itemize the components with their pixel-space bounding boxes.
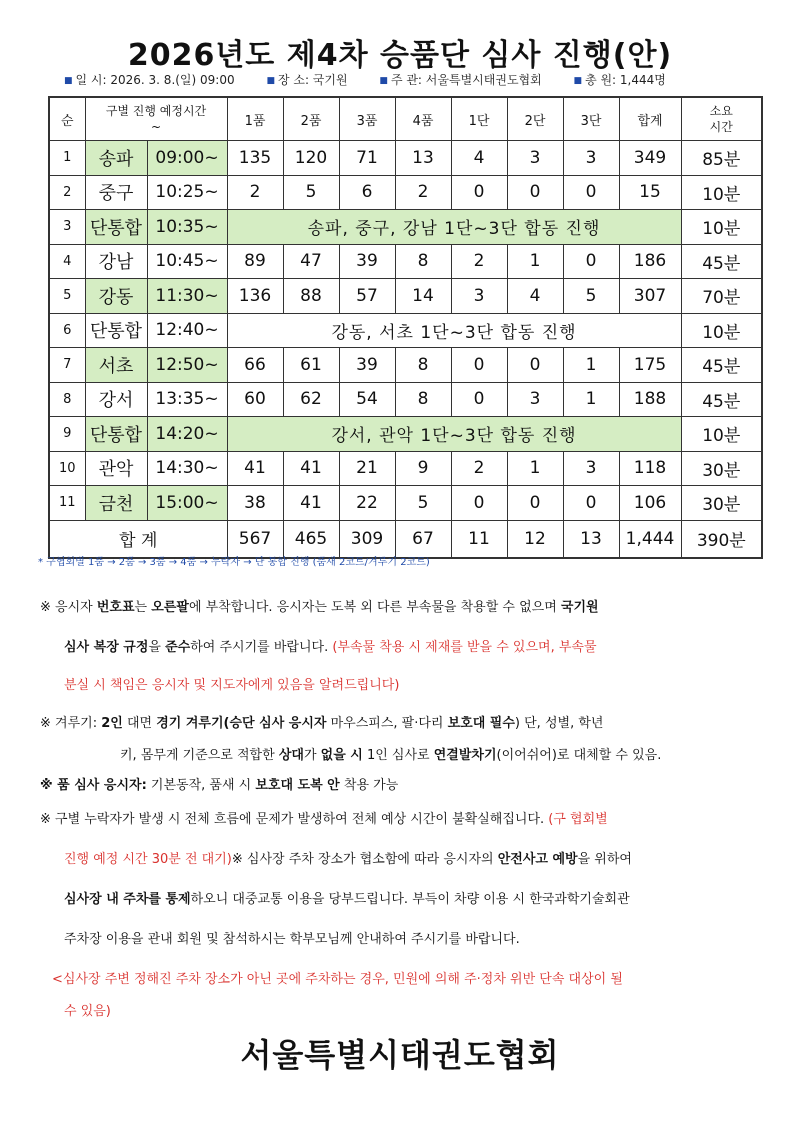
row-start-time: 13:35~ [147, 382, 227, 417]
row-d2: 3 [507, 382, 563, 417]
note-5-line-1: <심사장 주변 정해진 주차 장소가 아닌 곳에 주차하는 경우, 민원에 의해 주·정차 위반 단속 대상이 될 [52, 972, 623, 987]
row-sum: 349 [619, 141, 681, 176]
row-duration: 10분 [681, 175, 762, 210]
row-d3: 0 [563, 244, 619, 279]
row-p1: 2 [227, 175, 283, 210]
organization-footer: 서울특별시태권도협회 [240, 1036, 560, 1074]
row-d2: 4 [507, 279, 563, 314]
row-duration: 45분 [681, 348, 762, 383]
header-time-line2: 시간 [709, 120, 733, 134]
event-info [64, 71, 694, 88]
row-d3: 1 [563, 348, 619, 383]
total-p2: 465 [283, 520, 339, 558]
row-sum: 118 [619, 451, 681, 486]
row-duration: 70분 [681, 279, 762, 314]
row-d2: 0 [507, 175, 563, 210]
table-footnote: * 구협회별 1품 → 2품 → 3품 → 4품 → 누락자 → 단 통합 진행 (품새 2코트/겨루기 2코트) [38, 557, 430, 568]
row-start-time: 12:50~ [147, 348, 227, 383]
row-merged-note: 강동, 서초 1단~3단 합동 진행 [227, 313, 681, 348]
row-duration: 45분 [681, 382, 762, 417]
row-p2: 61 [283, 348, 339, 383]
row-p2: 41 [283, 451, 339, 486]
row-area: 강서 [85, 382, 147, 417]
row-start-time: 15:00~ [147, 486, 227, 521]
row-start-time: 10:35~ [147, 210, 227, 245]
row-duration: 85분 [681, 141, 762, 176]
total-d3: 13 [563, 520, 619, 558]
row-start-time: 09:00~ [147, 141, 227, 176]
row-area: 단통합 [85, 417, 147, 452]
row-number: 8 [49, 382, 85, 417]
row-d1: 3 [451, 279, 507, 314]
row-area: 금천 [85, 486, 147, 521]
row-p2: 41 [283, 486, 339, 521]
note-1-line-2: 심사 복장 규정을 준수하여 주시기를 바랍니다. (부속물 착용 시 제재를 받을 수 있으며, 부속물 [64, 640, 597, 655]
table-row [49, 279, 762, 314]
row-p3: 54 [339, 382, 395, 417]
row-p3: 39 [339, 244, 395, 279]
row-duration: 30분 [681, 486, 762, 521]
info-date: ■ 일 시: 2026. 3. 8.(일) 09:00 [64, 73, 235, 87]
row-p4: 8 [395, 244, 451, 279]
row-p4: 8 [395, 348, 451, 383]
row-number: 6 [49, 313, 85, 348]
row-merged-note: 송파, 중구, 강남 1단~3단 합동 진행 [227, 210, 681, 245]
header-group-line2: ~ [150, 120, 162, 134]
row-d1: 2 [451, 451, 507, 486]
header-d2: 2단 [507, 97, 563, 141]
row-number: 11 [49, 486, 85, 521]
row-d3: 0 [563, 486, 619, 521]
row-p3: 21 [339, 451, 395, 486]
row-sum: 186 [619, 244, 681, 279]
table-row [49, 417, 762, 452]
header-group-line1: 구별 진행 예정시간 [105, 104, 207, 118]
row-p1: 60 [227, 382, 283, 417]
table-total-row [49, 520, 762, 558]
note-3: ※ 품 심사 응시자: 기본동작, 품새 시 보호대 도복 안 착용 가능 [40, 778, 399, 793]
row-p1: 89 [227, 244, 283, 279]
row-number: 2 [49, 175, 85, 210]
row-d1: 2 [451, 244, 507, 279]
table-row [49, 348, 762, 383]
row-area: 강남 [85, 244, 147, 279]
row-number: 3 [49, 210, 85, 245]
row-area: 송파 [85, 141, 147, 176]
row-merged-note: 강서, 관악 1단~3단 합동 진행 [227, 417, 681, 452]
table-row [49, 313, 762, 348]
row-p2: 5 [283, 175, 339, 210]
row-number: 7 [49, 348, 85, 383]
note-1-line-1: ※ 응시자 번호표는 오른팔에 부착합니다. 응시자는 도복 외 다른 부속물을 착용할 수 없으며 국기원 [40, 600, 599, 615]
row-area: 강동 [85, 279, 147, 314]
row-p1: 66 [227, 348, 283, 383]
row-duration: 10분 [681, 210, 762, 245]
row-duration: 30분 [681, 451, 762, 486]
row-area: 서초 [85, 348, 147, 383]
total-p3: 309 [339, 520, 395, 558]
total-duration: 390분 [681, 520, 762, 558]
header-duration [681, 97, 762, 141]
total-sum: 1,444 [619, 520, 681, 558]
row-sum: 106 [619, 486, 681, 521]
row-number: 9 [49, 417, 85, 452]
info-place: ■ 장 소: 국기원 [266, 73, 348, 87]
row-d3: 5 [563, 279, 619, 314]
row-d3: 3 [563, 141, 619, 176]
row-start-time: 12:40~ [147, 313, 227, 348]
note-4-line-1: ※ 구별 누락자가 발생 시 전체 흐름에 문제가 발생하여 전체 예상 시간이 불확실해집니다. (구 협회별 [40, 812, 608, 827]
row-p4: 8 [395, 382, 451, 417]
row-p2: 47 [283, 244, 339, 279]
row-p2: 62 [283, 382, 339, 417]
total-p4: 67 [395, 520, 451, 558]
row-sum: 175 [619, 348, 681, 383]
row-number: 10 [49, 451, 85, 486]
header-p4: 4품 [395, 97, 451, 141]
table-row [49, 486, 762, 521]
row-p1: 136 [227, 279, 283, 314]
row-d2: 3 [507, 141, 563, 176]
header-sum: 합계 [619, 97, 681, 141]
row-p1: 135 [227, 141, 283, 176]
row-number: 5 [49, 279, 85, 314]
row-p3: 57 [339, 279, 395, 314]
row-sum: 188 [619, 382, 681, 417]
row-start-time: 10:25~ [147, 175, 227, 210]
table-row [49, 382, 762, 417]
row-p4: 9 [395, 451, 451, 486]
info-total: ■ 총 원: 1,444명 [573, 73, 666, 87]
header-p2: 2품 [283, 97, 339, 141]
total-d2: 12 [507, 520, 563, 558]
table-row [49, 210, 762, 245]
row-sum: 307 [619, 279, 681, 314]
row-p1: 41 [227, 451, 283, 486]
row-duration: 45분 [681, 244, 762, 279]
row-p1: 38 [227, 486, 283, 521]
row-p4: 2 [395, 175, 451, 210]
table-row [49, 175, 762, 210]
row-area: 관악 [85, 451, 147, 486]
row-duration: 10분 [681, 417, 762, 452]
row-p2: 88 [283, 279, 339, 314]
note-5-line-2: 수 있음) [64, 1004, 111, 1019]
header-group-time [85, 97, 227, 141]
total-label: 합 계 [49, 520, 227, 558]
table-header-row [49, 97, 762, 141]
row-d1: 0 [451, 348, 507, 383]
row-number: 1 [49, 141, 85, 176]
row-start-time: 11:30~ [147, 279, 227, 314]
row-duration: 10분 [681, 313, 762, 348]
header-seq: 순 [49, 97, 85, 141]
row-d1: 4 [451, 141, 507, 176]
row-p4: 13 [395, 141, 451, 176]
row-area: 단통합 [85, 210, 147, 245]
row-p4: 14 [395, 279, 451, 314]
total-d1: 11 [451, 520, 507, 558]
row-area: 단통합 [85, 313, 147, 348]
page-title: 2026년도 제4차 승품단 심사 진행(안) [127, 38, 673, 73]
row-d2: 1 [507, 451, 563, 486]
row-d3: 1 [563, 382, 619, 417]
row-d3: 3 [563, 451, 619, 486]
header-d3: 3단 [563, 97, 619, 141]
header-time-line1: 소요 [709, 104, 733, 118]
table-row [49, 244, 762, 279]
schedule-table [48, 96, 763, 559]
row-p4: 5 [395, 486, 451, 521]
note-2-line-2: 키, 몸무게 기준으로 적합한 상대가 없을 시 1인 심사로 연결발차기(이어쉬어)로 대체할 수 있음. [120, 748, 662, 763]
note-4-line-2: 진행 예정 시간 30분 전 대기)※ 심사장 주차 장소가 협소함에 따라 응시자의 안전사고 예방을 위하여 [64, 852, 632, 867]
row-d1: 0 [451, 382, 507, 417]
row-number: 4 [49, 244, 85, 279]
row-sum: 15 [619, 175, 681, 210]
row-p3: 39 [339, 348, 395, 383]
total-p1: 567 [227, 520, 283, 558]
row-p3: 22 [339, 486, 395, 521]
info-host: ■ 주 관: 서울특별시태권도협회 [379, 73, 542, 87]
header-d1: 1단 [451, 97, 507, 141]
table-row [49, 141, 762, 176]
row-p3: 71 [339, 141, 395, 176]
note-4-line-3: 심사장 내 주차를 통제하오니 대중교통 이용을 당부드립니다. 부득이 차량 이용 시 한국과학기술회관 [64, 892, 630, 907]
row-d2: 0 [507, 348, 563, 383]
row-d1: 0 [451, 486, 507, 521]
row-p3: 6 [339, 175, 395, 210]
row-area: 중구 [85, 175, 147, 210]
row-start-time: 10:45~ [147, 244, 227, 279]
row-d3: 0 [563, 175, 619, 210]
row-d2: 1 [507, 244, 563, 279]
note-4-line-4: 주차장 이용을 관내 회원 및 참석하시는 학부모님께 안내하여 주시기를 바랍니다. [64, 932, 520, 947]
note-1-line-3: 분실 시 책임은 응시자 및 지도자에게 있음을 알려드립니다) [64, 678, 400, 693]
header-p1: 1품 [227, 97, 283, 141]
row-p2: 120 [283, 141, 339, 176]
row-start-time: 14:20~ [147, 417, 227, 452]
row-d2: 0 [507, 486, 563, 521]
note-2-line-1: ※ 겨루기: 2인 대면 경기 겨루기(승단 심사 응시자 마우스피스, 팔·다리 보호대 필수) 단, 성별, 학년 [40, 716, 604, 731]
row-start-time: 14:30~ [147, 451, 227, 486]
header-p3: 3품 [339, 97, 395, 141]
table-row [49, 451, 762, 486]
row-d1: 0 [451, 175, 507, 210]
